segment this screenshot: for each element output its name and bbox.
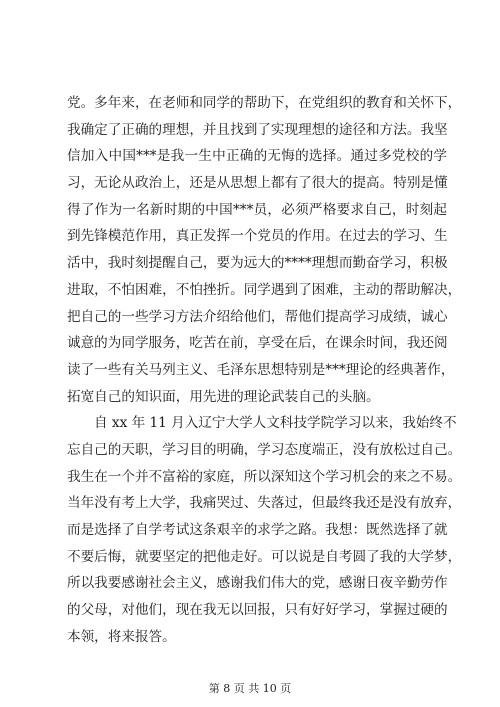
paragraph-2 — [67, 410, 462, 650]
text-line: 当年没有考上大学，我痛哭过、失落过，但最终我还是没有放弃， — [67, 495, 462, 512]
text-line: 读了一些有关马列主义、毛泽东思想特别是***理论的经典著作， — [67, 361, 455, 378]
text-line: 习，无论从政治上，还是从思想上都有了很大的提高。特别是懂 — [67, 175, 448, 192]
text-line: 进取，不怕困难，不怕挫折。同学遇到了困难，主动的帮助解决， — [67, 281, 462, 298]
page-footer: 第 8 页 共 10 页 — [208, 682, 292, 695]
paragraph-1 — [67, 90, 462, 410]
text-line: 忘自己的天职，学习目的明确，学习态度端正，没有放松过自己。 — [67, 441, 462, 458]
text-line: 活中，我时刻提醒自己，要为远大的****理想而勤奋学习，积极 — [67, 255, 448, 272]
text-line: 不要后悔，就要坚定的把他走好。可以说是自考圆了我的大学梦， — [67, 548, 462, 565]
text-line: 的父母，对他们，现在我无以回报，只有好好学习，掌握过硬的 — [67, 602, 448, 619]
text-line: 而是选择了自学考试这条艰辛的求学之路。我想：既然选择了就 — [67, 522, 448, 538]
text-line: 把自己的一些学习方法介绍给他们，帮他们提高学习成绩，诚心 — [67, 308, 448, 325]
text-line: 本领，将来报答。 — [67, 628, 176, 645]
text-line: 自 xx 年 11 月入辽宁大学人文科技学院学习以来，我始终不 — [94, 415, 457, 432]
text-line: 我确定了正确的理想，并且找到了实现理想的途径和方法。我坚 — [67, 121, 448, 138]
body-text — [67, 90, 462, 650]
text-line: 党。多年来，在老师和同学的帮助下，在党组织的教育和关怀下， — [67, 95, 462, 111]
text-line: 所以我要感谢社会主义，感谢我们伟大的党，感谢日夜辛勤劳作 — [67, 575, 448, 592]
text-line: 我生在一个并不富裕的家庭，所以深知这个学习机会的来之不易。 — [67, 468, 462, 485]
text-line: 拓宽自己的知识面，用先进的理论武装自己的头脑。 — [67, 388, 380, 405]
text-line: 到先锋模范作用，真正发挥一个党员的作用。在过去的学习、生 — [67, 228, 448, 245]
text-line: 得了作为一名新时期的中国***员，必须严格要求自己，时刻起 — [67, 201, 447, 218]
text-line: 诚意的为同学服务，吃苦在前，享受在后，在课余时间，我还阅 — [67, 335, 448, 352]
text-line: 信加入中国***是我一生中正确的无悔的选择。通过多党校的学 — [67, 148, 447, 165]
